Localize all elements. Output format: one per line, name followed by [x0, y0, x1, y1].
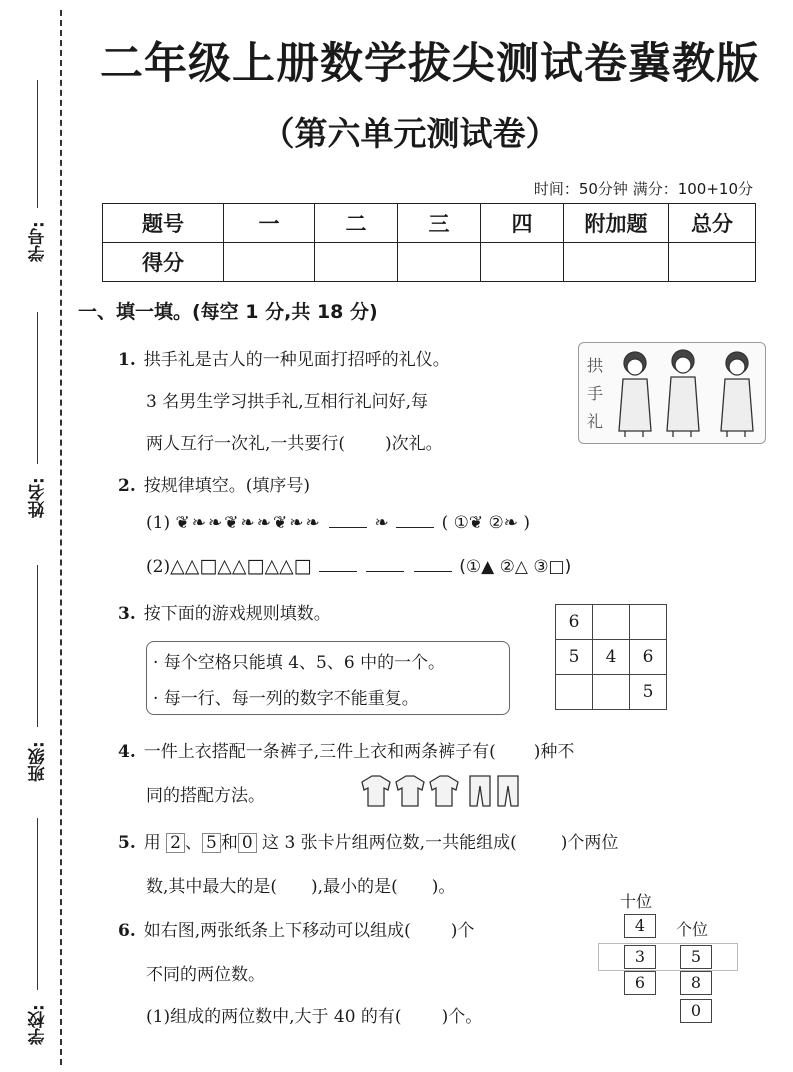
- score-header-cell: 一: [224, 204, 315, 243]
- ones-strip-cell: 5: [680, 945, 712, 969]
- question-text: )种不: [533, 742, 575, 762]
- question-4-line1: [118, 737, 574, 762]
- question-3-line1: [118, 599, 331, 624]
- page-subtitle: （第六单元测试卷）: [261, 114, 559, 153]
- page-title: 二年级上册数学拔尖测试卷冀教版: [100, 39, 760, 89]
- question-text: 两人互行一次礼,一共要行(: [146, 434, 346, 454]
- class-label: 班级:: [28, 741, 49, 782]
- question-5-line1: [118, 828, 618, 853]
- options-text: (①▲ ②△ ③□): [459, 557, 572, 577]
- grid-cell[interactable]: [593, 675, 630, 710]
- question-text: 和: [220, 833, 238, 853]
- question-text: 这 3 张卡片组两位数,一共能组成(: [262, 833, 517, 853]
- score-cell[interactable]: [224, 243, 315, 282]
- score-cell[interactable]: [564, 243, 669, 282]
- question-text: 一件上衣搭配一条裤子,三件上衣和两条裤子有(: [143, 742, 496, 762]
- tens-strip-cell: 3: [624, 945, 656, 969]
- question-text: 拱手礼是古人的一种见面打招呼的礼仪。: [143, 350, 450, 370]
- question-4-line2: 同的搭配方法。: [146, 786, 265, 806]
- grid-cell: 6: [556, 605, 593, 640]
- score-cell[interactable]: [669, 243, 756, 282]
- question-1-line3: [146, 429, 443, 454]
- school-line: [37, 818, 38, 990]
- answer-blank[interactable]: [329, 513, 367, 528]
- question-number: 2.: [118, 476, 136, 496]
- score-header-cell: 题号: [103, 204, 224, 243]
- grid-cell: 5: [556, 640, 593, 675]
- question-text: 用: [143, 833, 161, 853]
- question-6-line1: [118, 916, 474, 941]
- rule-text: · 每个空格只能填 4、5、6 中的一个。: [153, 653, 446, 673]
- question-text: (1)组成的两位数中,大于 40 的有(: [146, 1007, 402, 1027]
- score-header-cell: 附加题: [564, 204, 669, 243]
- question-text: )个。: [441, 1007, 483, 1027]
- score-cell[interactable]: [481, 243, 564, 282]
- options-text: ( ①❦ ②❧ ): [441, 513, 531, 533]
- number-grid: [555, 604, 667, 710]
- part-label: (1): [146, 513, 171, 533]
- class-line: [37, 565, 38, 727]
- game-rules-box: [146, 641, 510, 715]
- tens-label: 十位: [620, 892, 653, 911]
- number-card: 5: [202, 833, 221, 853]
- score-cell[interactable]: [398, 243, 481, 282]
- question-number: 5.: [118, 833, 136, 853]
- answer-blank[interactable]: [319, 557, 357, 572]
- score-row-label: 得分: [103, 243, 224, 282]
- tens-strip-cell: 6: [624, 971, 656, 995]
- grid-cell[interactable]: [556, 675, 593, 710]
- question-text: ),最小的是(: [311, 877, 398, 897]
- grid-cell[interactable]: [630, 605, 667, 640]
- question-number: 1.: [118, 350, 136, 370]
- question-text: )。: [431, 877, 456, 897]
- question-text: 数,其中最大的是(: [146, 877, 278, 897]
- illustration-char: 拱: [587, 356, 604, 375]
- clothes-icon: [358, 772, 528, 810]
- score-header-cell: 四: [481, 204, 564, 243]
- name-line: [37, 312, 38, 464]
- illustration-char: 礼: [587, 412, 604, 431]
- answer-blank[interactable]: [366, 557, 404, 572]
- grid-cell: 6: [630, 640, 667, 675]
- question-2-part2: [146, 555, 571, 577]
- question-text: )次礼。: [385, 434, 443, 454]
- student-no-line: [37, 80, 38, 208]
- score-header-cell: 总分: [669, 204, 756, 243]
- ones-strip-cell: 0: [680, 999, 712, 1023]
- question-text: 如右图,两张纸条上下移动可以组成(: [143, 921, 411, 941]
- number-card: 0: [238, 833, 257, 853]
- score-cell[interactable]: [315, 243, 398, 282]
- answer-blank[interactable]: [414, 557, 452, 572]
- score-table: [102, 203, 756, 282]
- question-number: 4.: [118, 742, 136, 762]
- illustration-char: 手: [587, 384, 604, 403]
- name-label: 姓名:: [28, 477, 49, 518]
- question-text: 按规律填空。(填序号): [143, 476, 311, 496]
- window-band: [598, 943, 738, 971]
- grid-cell[interactable]: [593, 605, 630, 640]
- grid-cell: 5: [630, 675, 667, 710]
- question-text: )个两位: [560, 833, 619, 853]
- leaf-icon: ❧: [374, 513, 389, 533]
- student-no-label: 学号:: [28, 221, 49, 262]
- question-text: )个: [450, 921, 475, 941]
- time-info: 时间：50分钟 满分：100+10分: [533, 180, 753, 198]
- section-title: 一、填一填。(每空 1 分,共 18 分): [78, 301, 378, 323]
- ones-label: 个位: [676, 920, 709, 939]
- number-card: 2: [166, 833, 185, 853]
- binding-dashed-line: [60, 10, 62, 1065]
- shape-sequence: △△□△△□△△□: [170, 555, 312, 577]
- question-6-line2: 不同的两位数。: [146, 965, 265, 985]
- leaf-pattern-icon: ❦❧❧❦❧❧❦❧❧: [175, 513, 322, 533]
- question-number: 6.: [118, 921, 136, 941]
- part-label: (2): [146, 557, 171, 577]
- greeting-illustration: [578, 342, 766, 444]
- score-header-cell: 二: [315, 204, 398, 243]
- question-number: 3.: [118, 604, 136, 624]
- question-text: 按下面的游戏规则填数。: [143, 604, 331, 624]
- question-text: 、: [184, 833, 202, 853]
- question-5-line2: [146, 872, 455, 897]
- question-6-line3: [146, 1002, 482, 1027]
- question-2-part1: [146, 513, 530, 533]
- rule-text: · 每一行、每一列的数字不能重复。: [153, 689, 419, 709]
- ones-strip-cell: 8: [680, 971, 712, 995]
- school-label: 学校:: [28, 1004, 49, 1045]
- tens-strip-cell: 4: [624, 914, 656, 938]
- question-1-line2: 3 名男生学习拱手礼,互相行礼问好,每: [146, 392, 429, 412]
- grid-cell: 4: [593, 640, 630, 675]
- answer-blank[interactable]: [396, 513, 434, 528]
- boys-bowing-icon: [613, 347, 761, 439]
- question-2-line1: [118, 471, 310, 496]
- question-1-line1: [118, 345, 450, 370]
- score-header-cell: 三: [398, 204, 481, 243]
